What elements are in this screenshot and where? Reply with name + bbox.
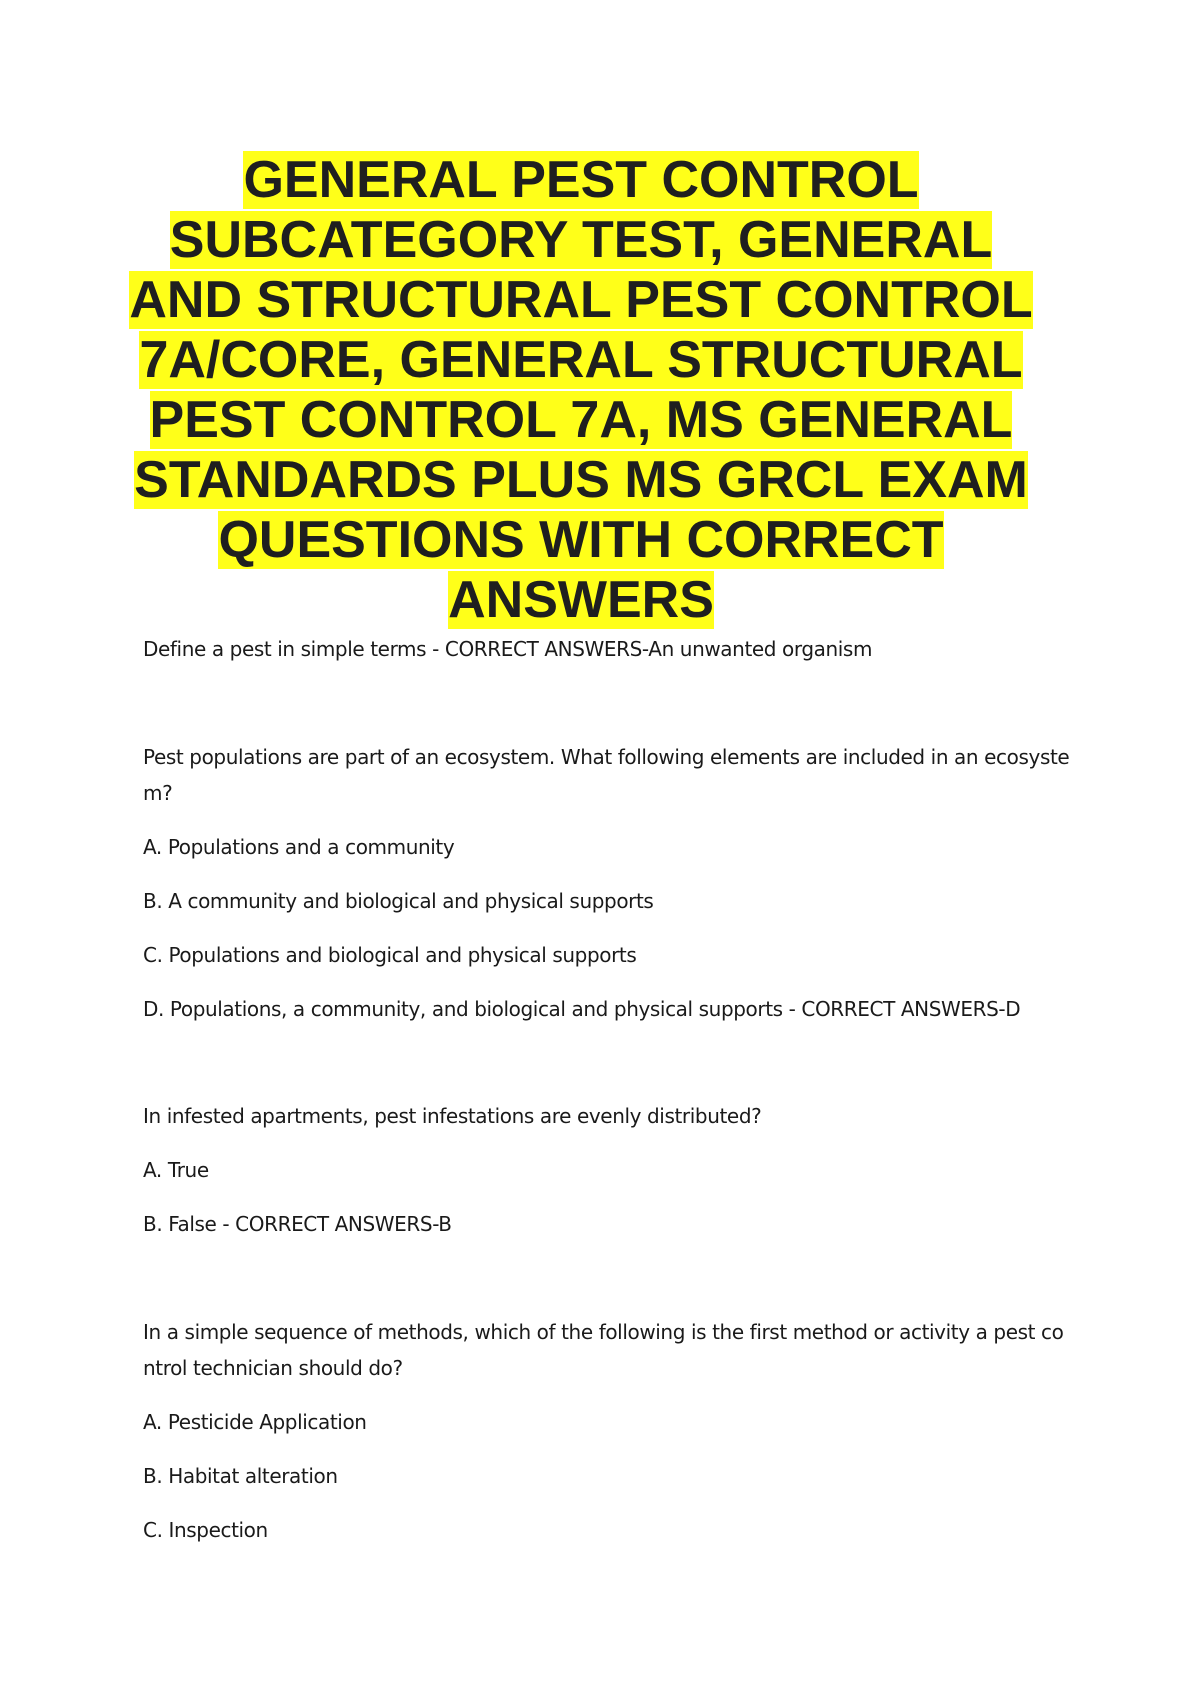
question-4-text-line-1: In a simple sequence of methods, which of the following is the first method or activity a pest co bbox=[143, 1320, 1064, 1344]
question-3-option-b: B. False - CORRECT ANSWERS-B bbox=[143, 1212, 452, 1236]
question-4-option-a: A. Pesticide Application bbox=[143, 1410, 367, 1434]
question-2-option-c: C. Populations and biological and physical supports bbox=[143, 943, 637, 967]
question-2-text-line-2: m? bbox=[143, 781, 173, 805]
question-2-option-a: A. Populations and a community bbox=[143, 835, 455, 859]
question-4-option-c: C. Inspection bbox=[143, 1518, 268, 1542]
question-1-text: Define a pest in simple terms - CORRECT ANSWERS-An unwanted organism bbox=[143, 637, 873, 661]
document-title-block bbox=[120, 150, 1042, 630]
question-2-option-b: B. A community and biological and physical supports bbox=[143, 889, 654, 913]
question-4-text-line-2: ntrol technician should do? bbox=[143, 1356, 403, 1380]
question-3-text: In infested apartments, pest infestations are evenly distributed? bbox=[143, 1104, 762, 1128]
question-4-option-b: B. Habitat alteration bbox=[143, 1464, 338, 1488]
question-3-option-a: A. True bbox=[143, 1158, 209, 1182]
question-2-option-d: D. Populations, a community, and biological and physical supports - CORRECT ANSWERS-D bbox=[143, 997, 1021, 1021]
document-title: GENERAL PEST CONTROL SUBCATEGORY TEST, GENERAL AND STRUCTURAL PEST CONTROL 7A/CORE, GENERAL STRUCTURAL PEST CONTROL 7A, MS GENERAL STANDARDS PLUS MS GRCL EXAM QUESTIONS WITH CORRECT ANSWERS bbox=[129, 151, 1033, 629]
question-2-text-line-1: Pest populations are part of an ecosystem. What following elements are included in an ecosyste bbox=[143, 745, 1070, 769]
